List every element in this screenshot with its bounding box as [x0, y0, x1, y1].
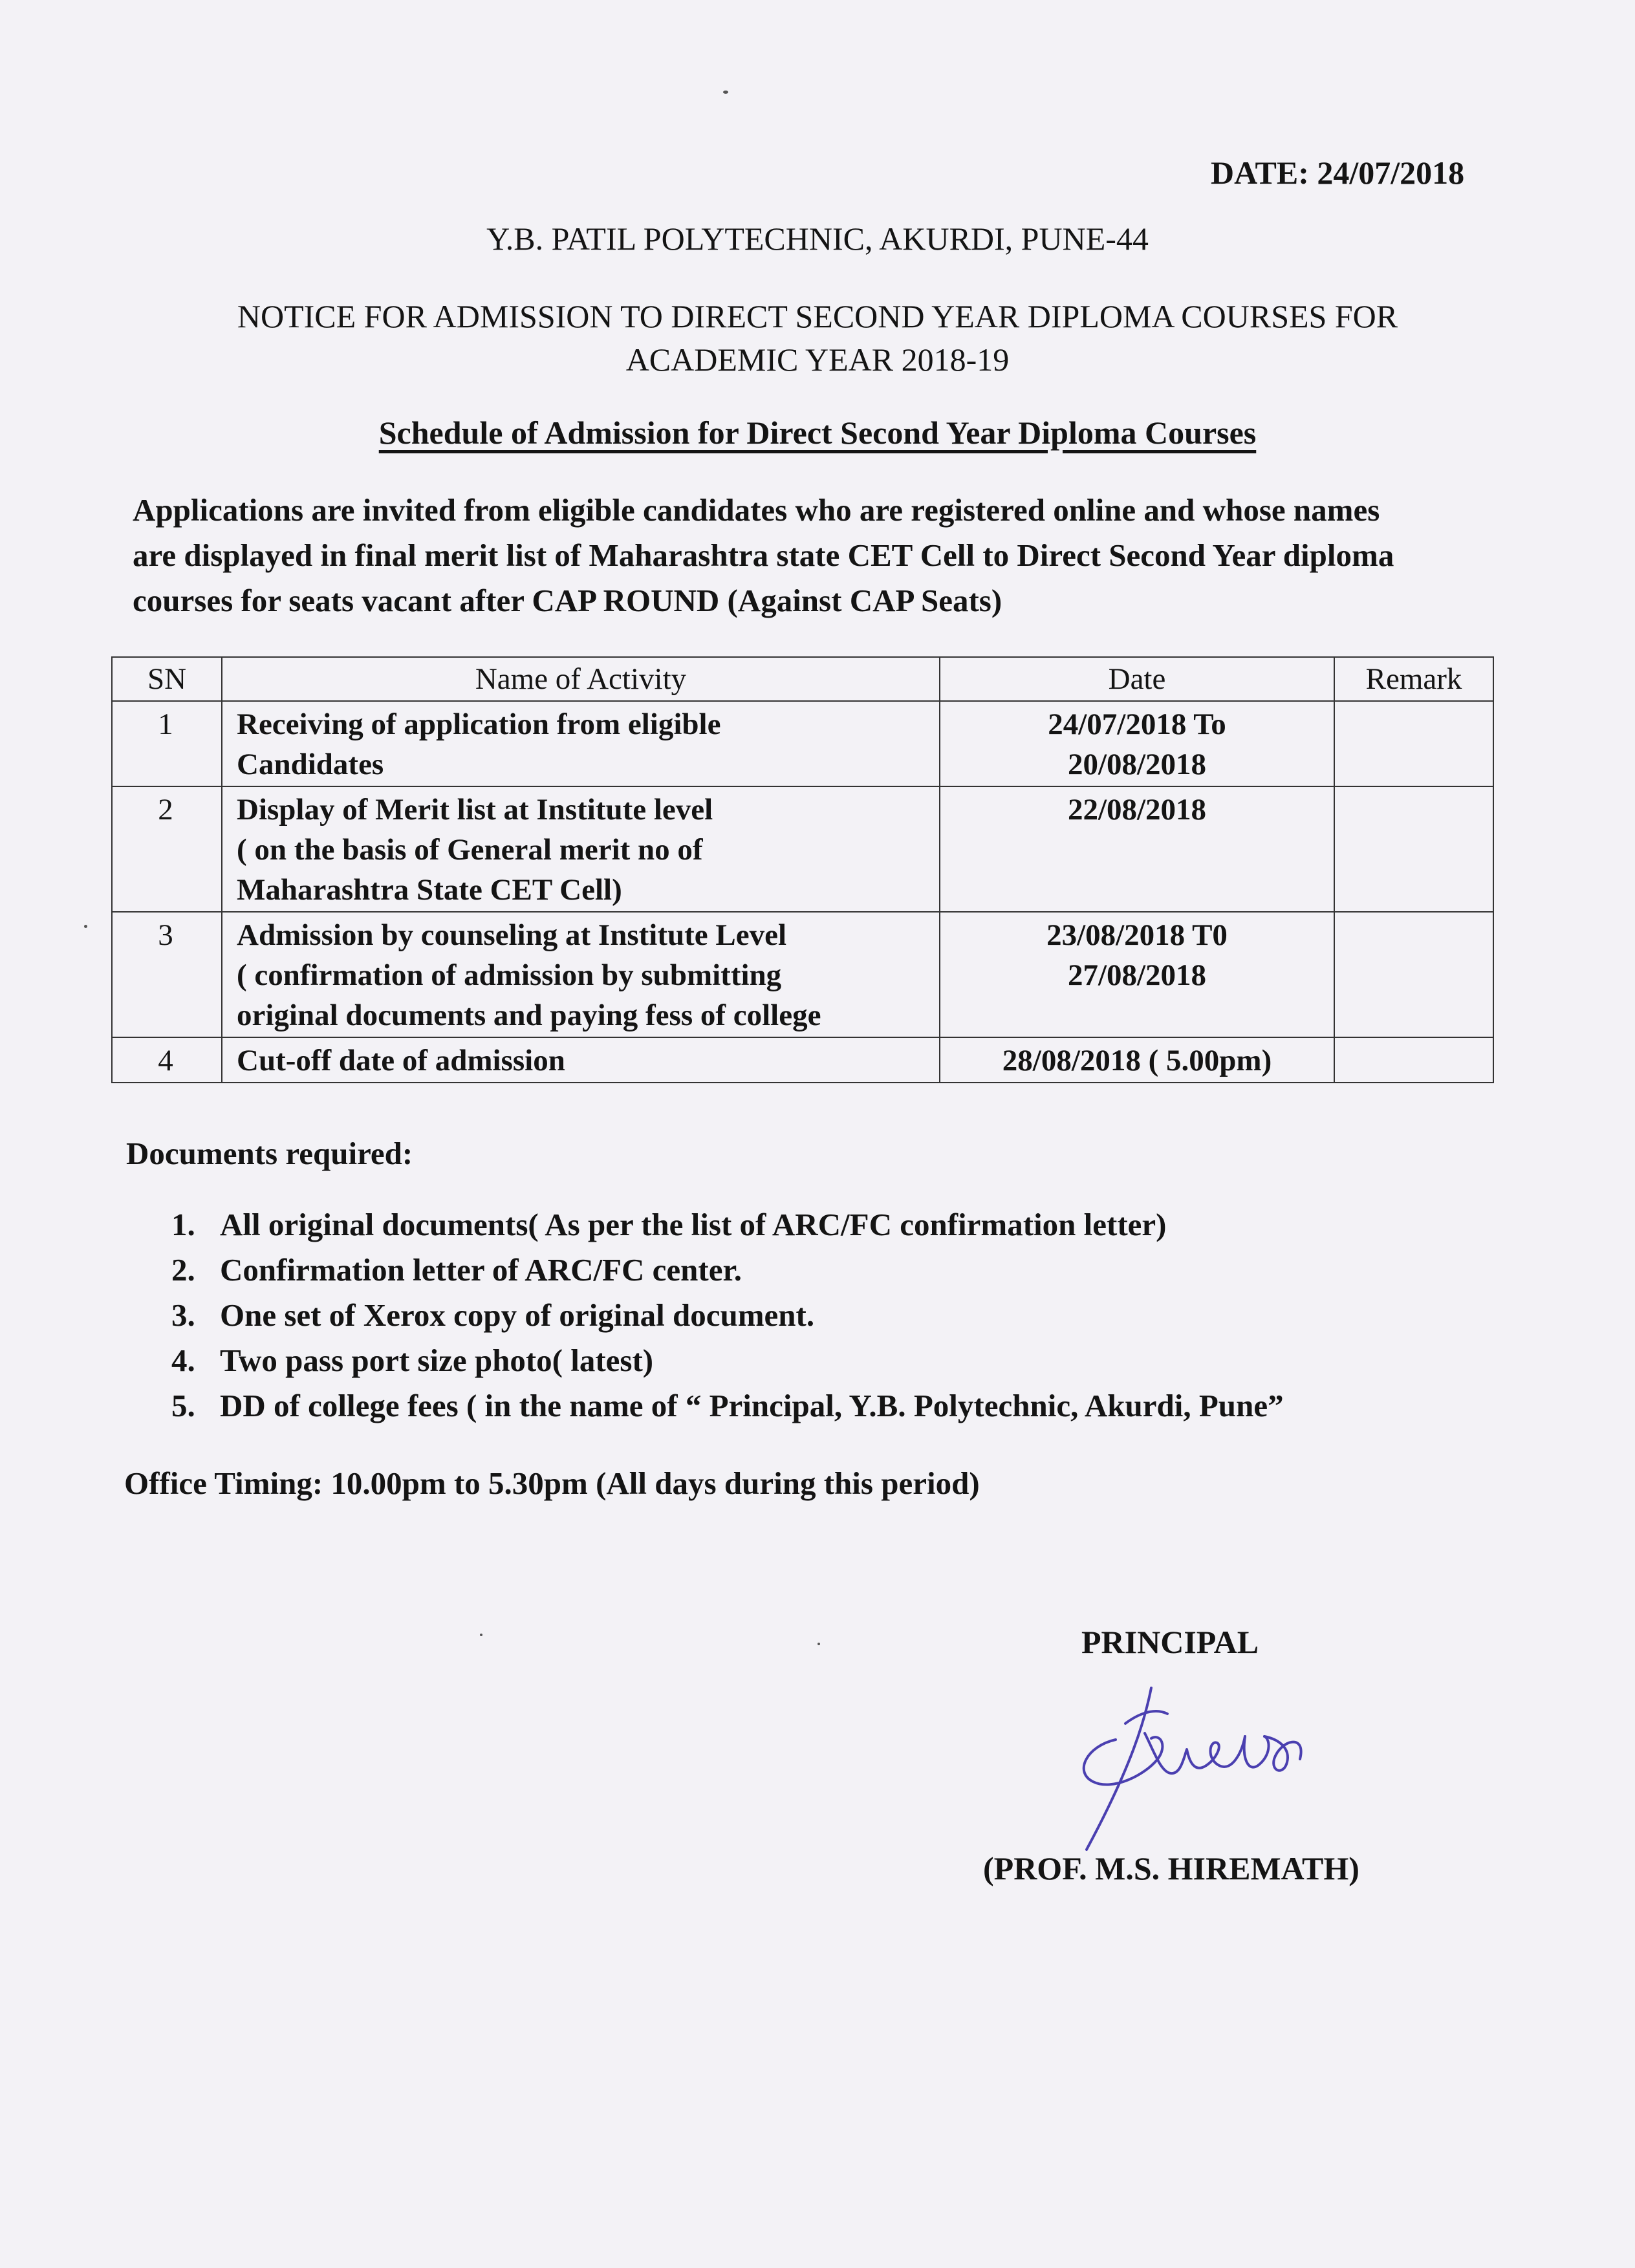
row-activity — [222, 912, 940, 1037]
date-line: 23/08/2018 T0 — [1046, 918, 1228, 952]
activity-line: ( confirmation of admission by submitting — [237, 958, 782, 992]
activity-line: Maharashtra State CET Cell) — [237, 873, 622, 907]
list-item — [171, 1342, 653, 1379]
scan-speck — [817, 1643, 820, 1645]
row-remark — [1334, 912, 1493, 1037]
list-number: 2. — [171, 1252, 195, 1288]
intro-line-3: courses for seats vacant after CAP ROUND (Against CAP Seats) — [133, 583, 1002, 618]
row-remark — [1334, 701, 1493, 786]
list-item — [171, 1387, 1284, 1424]
intro-line-1: Applications are invited from eligible candidates who are registered online and whose names — [133, 492, 1380, 528]
notice-date: DATE: 24/07/2018 — [1211, 155, 1465, 191]
table-row — [112, 912, 1493, 1037]
notice-heading-line-2: ACADEMIC YEAR 2018-19 — [625, 341, 1010, 378]
row-date — [940, 786, 1334, 912]
scan-speck — [84, 925, 87, 928]
office-timing: Office Timing: 10.00pm to 5.30pm (All days during this period) — [124, 1465, 980, 1501]
list-text: DD of college fees ( in the name of “ Principal, Y.B. Polytechnic, Akurdi, Pune” — [220, 1388, 1284, 1423]
principal-signature — [1048, 1662, 1384, 1863]
activity-line: Display of Merit list at Institute level — [237, 793, 713, 826]
table-row — [112, 786, 1493, 912]
header-date: Date — [940, 657, 1334, 701]
list-text: All original documents( As per the list of ARC/FC confirmation letter) — [220, 1207, 1167, 1242]
list-number: 5. — [171, 1388, 195, 1423]
list-number: 3. — [171, 1297, 195, 1333]
row-activity — [222, 1037, 940, 1083]
date-line: 22/08/2018 — [1067, 793, 1207, 826]
activity-line: ( on the basis of General merit no of — [237, 833, 703, 867]
documents-required-title: Documents required: — [126, 1136, 413, 1171]
row-activity — [222, 786, 940, 912]
activity-line: Receiving of application from eligible — [237, 707, 721, 741]
list-item — [171, 1297, 814, 1334]
table-header-row — [112, 657, 1493, 701]
activity-line: original documents and paying fess of college — [237, 999, 821, 1032]
row-sn: 2 — [112, 786, 222, 912]
row-date — [940, 1037, 1334, 1083]
row-sn: 1 — [112, 701, 222, 786]
scan-speck — [480, 1634, 482, 1636]
header-activity: Name of Activity — [222, 657, 940, 701]
row-date — [940, 912, 1334, 1037]
date-line: 24/07/2018 To — [1048, 707, 1226, 741]
header-remark: Remark — [1334, 657, 1493, 701]
principal-name: (PROF. M.S. HIREMATH) — [983, 1850, 1359, 1886]
date-line: 28/08/2018 ( 5.00pm) — [1002, 1044, 1272, 1077]
signature-strokes — [1084, 1688, 1301, 1850]
list-text: Confirmation letter of ARC/FC center. — [220, 1252, 742, 1288]
row-remark — [1334, 786, 1493, 912]
list-text: Two pass port size photo( latest) — [220, 1343, 654, 1378]
admission-schedule-table — [111, 656, 1494, 1083]
activity-line: Candidates — [237, 748, 384, 781]
schedule-title: Schedule of Admission for Direct Second Year Diploma Courses — [378, 415, 1257, 451]
activity-line: Admission by counseling at Institute Level — [237, 918, 787, 952]
row-date — [940, 701, 1334, 786]
row-sn: 4 — [112, 1037, 222, 1083]
principal-title: PRINCIPAL — [1081, 1624, 1259, 1660]
list-text: One set of Xerox copy of original document. — [220, 1297, 815, 1333]
intro-line-2: are displayed in final merit list of Maharashtra state CET Cell to Direct Second Year diploma — [133, 537, 1394, 573]
institute-name: Y.B. PATIL POLYTECHNIC, AKURDI, PUNE-44 — [486, 221, 1149, 257]
notice-heading-line-1: NOTICE FOR ADMISSION TO DIRECT SECOND YEAR DIPLOMA COURSES FOR — [237, 298, 1398, 334]
list-number: 1. — [171, 1207, 195, 1242]
list-item — [171, 1251, 742, 1288]
scan-speck — [723, 91, 728, 94]
row-activity — [222, 701, 940, 786]
table-row — [112, 1037, 1493, 1083]
activity-line: Cut-off date of admission — [237, 1044, 565, 1077]
date-line: 27/08/2018 — [1067, 958, 1207, 992]
row-sn: 3 — [112, 912, 222, 1037]
row-remark — [1334, 1037, 1493, 1083]
list-item — [171, 1206, 1166, 1243]
table-row — [112, 701, 1493, 786]
date-line: 20/08/2018 — [1067, 748, 1207, 781]
list-number: 4. — [171, 1343, 195, 1378]
header-sn: SN — [112, 657, 222, 701]
